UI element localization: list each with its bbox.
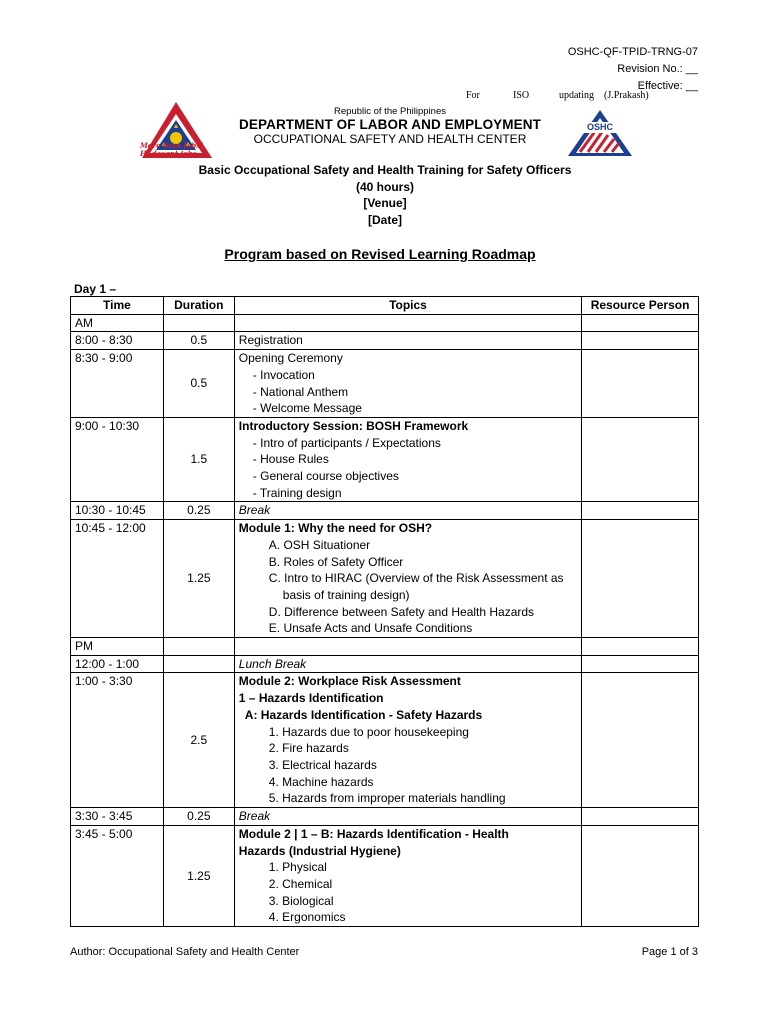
table-row [71, 332, 699, 350]
topics-cell [234, 332, 581, 350]
time-cell: 10:30 - 10:45 [71, 502, 164, 520]
schedule-body [71, 314, 699, 926]
resource-person-cell [582, 417, 699, 502]
resource-person-cell [582, 655, 699, 673]
time-cell: 3:30 - 3:45 [71, 808, 164, 826]
resource-person-cell [582, 332, 699, 350]
table-row [71, 808, 699, 826]
time-cell: 8:30 - 9:00 [71, 350, 164, 418]
topic-line: 1. Physical [268, 860, 327, 875]
topics-cell [234, 502, 581, 520]
duration-cell: 1.25 [163, 825, 234, 926]
topic-line: A: Hazards Identification - Safety Hazards [244, 707, 483, 722]
resource-person-cell [582, 502, 699, 520]
topics-cell [234, 350, 581, 418]
doc-code-block [568, 44, 698, 95]
doc-code: OSHC-QF-TPID-TRNG-07 [567, 46, 698, 58]
topic-line: 1 – Hazards Identification [238, 691, 384, 706]
course-date: [Date] [367, 212, 402, 227]
topic-line: B. Roles of Safety Officer [268, 554, 404, 569]
program-title: Program based on Revised Learning Roadmap [224, 246, 536, 262]
table-row [71, 638, 699, 656]
table-row [71, 417, 699, 502]
topic-line: 4. Ergonomics [268, 910, 346, 925]
duration-cell: 0.5 [163, 332, 234, 350]
duration-cell [163, 314, 234, 332]
topic-line: C. Intro to HIRAC (Overview of the Risk Assessment as [268, 571, 564, 586]
topic-line: 3. Biological [268, 893, 334, 908]
topic-line: 1. Hazards due to poor housekeeping [268, 724, 469, 739]
topic-line: 3. Electrical hazards [268, 757, 377, 772]
topics-cell [234, 808, 581, 826]
topic-line: - General course objectives [252, 469, 399, 484]
dole-slogan: More than Jobs! Hi decent jobs [140, 141, 204, 158]
duration-cell [163, 638, 234, 656]
topic-line: Hazards (Industrial Hygiene) [238, 843, 401, 858]
time-cell: 3:45 - 5:00 [71, 825, 164, 926]
iso-note-iso: ISO [513, 90, 530, 101]
resource-person-cell [582, 808, 699, 826]
table-row [71, 350, 699, 418]
resource-person-cell [582, 825, 699, 926]
table-row [71, 502, 699, 520]
topic-line: Module 2: Workplace Risk Assessment [238, 674, 461, 689]
time-cell: 12:00 - 1:00 [71, 655, 164, 673]
effective-date: Effective: __ [637, 80, 698, 92]
table-row [71, 655, 699, 673]
topics-cell [234, 638, 581, 656]
agency-heading [230, 106, 550, 146]
duration-cell: 1.25 [163, 520, 234, 638]
duration-cell: 1.5 [163, 417, 234, 502]
oshc-logo [566, 108, 634, 158]
day-label: Day 1 – [74, 282, 117, 296]
oshc-logo-text: OSHC [586, 122, 613, 132]
topic-line: 2. Chemical [268, 876, 333, 891]
topic-line: 2. Fire hazards [268, 741, 349, 756]
iso-note-for: For [466, 90, 480, 101]
topics-cell [234, 825, 581, 926]
republic-label: Republic of the Philippines [334, 106, 446, 117]
resource-person-cell [582, 520, 699, 638]
footer-page: Page 1 of 3 [641, 946, 698, 958]
course-block [120, 162, 650, 228]
topic-line: Break [238, 809, 271, 824]
topics-cell [234, 417, 581, 502]
header-topics: Topics [234, 297, 581, 315]
topic-line: 4. Machine hazards [268, 774, 374, 789]
iso-note-name: (J.Prakash) [604, 90, 649, 101]
center-name: OCCUPATIONAL SAFETY AND HEALTH CENTER [253, 132, 527, 146]
topic-line: Opening Ceremony [238, 351, 343, 366]
duration-cell: 0.5 [163, 350, 234, 418]
duration-cell [163, 655, 234, 673]
topic-line: A. OSH Situationer [268, 537, 371, 552]
header-duration: Duration [163, 297, 234, 315]
topics-cell [234, 520, 581, 638]
topic-line: Break [238, 503, 271, 518]
table-header-row [71, 297, 699, 315]
table-row [71, 314, 699, 332]
resource-person-cell [582, 350, 699, 418]
footer-author: Author: Occupational Safety and Health Center [70, 946, 300, 958]
topic-line: - Intro of participants / Expectations [252, 435, 441, 450]
duration-cell: 0.25 [163, 808, 234, 826]
header-resource-person: Resource Person [582, 297, 699, 315]
time-cell: 10:45 - 12:00 [71, 520, 164, 638]
table-row [71, 825, 699, 926]
topic-line: Introductory Session: BOSH Framework [238, 418, 469, 433]
department-name: DEPARTMENT OF LABOR AND EMPLOYMENT [239, 117, 541, 132]
header-time: Time [71, 297, 164, 315]
duration-cell: 2.5 [163, 673, 234, 808]
topic-line: - National Anthem [252, 384, 349, 399]
resource-person-cell [582, 673, 699, 808]
topic-line: Module 2 | 1 – B: Hazards Identification - Health [238, 826, 509, 841]
topic-line: D. Difference between Safety and Health Hazards [268, 604, 535, 619]
duration-cell: 0.25 [163, 502, 234, 520]
topic-line: - Welcome Message [252, 401, 362, 416]
time-cell: 1:00 - 3:30 [71, 673, 164, 808]
schedule-table [70, 296, 699, 927]
topic-line: Module 1: Why the need for OSH? [238, 521, 433, 536]
dole-logo [140, 100, 230, 170]
topic-line: E. Unsafe Acts and Unsafe Conditions [268, 621, 473, 636]
resource-person-cell [582, 314, 699, 332]
topic-line: Lunch Break [238, 656, 307, 671]
iso-note-updating: updating [559, 90, 594, 101]
topic-line: Registration [238, 333, 303, 348]
topic-line: basis of training design) [282, 587, 410, 602]
topics-cell [234, 655, 581, 673]
topic-line: 5. Hazards from improper materials handling [268, 791, 506, 806]
resource-person-cell [582, 638, 699, 656]
table-row [71, 673, 699, 808]
topic-line: - House Rules [252, 452, 329, 467]
time-cell: AM [71, 314, 164, 332]
topic-line: - Training design [252, 485, 342, 500]
revision-no: Revision No.: __ [617, 63, 698, 75]
topic-line: - Invocation [252, 367, 315, 382]
time-cell: 8:00 - 8:30 [71, 332, 164, 350]
course-venue: [Venue] [363, 196, 407, 210]
course-hours: (40 hours) [355, 179, 414, 194]
time-cell: PM [71, 638, 164, 656]
topics-cell [234, 673, 581, 808]
course-title: Basic Occupational Safety and Health Training for Safety Officers [198, 163, 572, 177]
table-row [71, 520, 699, 638]
time-cell: 9:00 - 10:30 [71, 417, 164, 502]
topics-cell [234, 314, 581, 332]
